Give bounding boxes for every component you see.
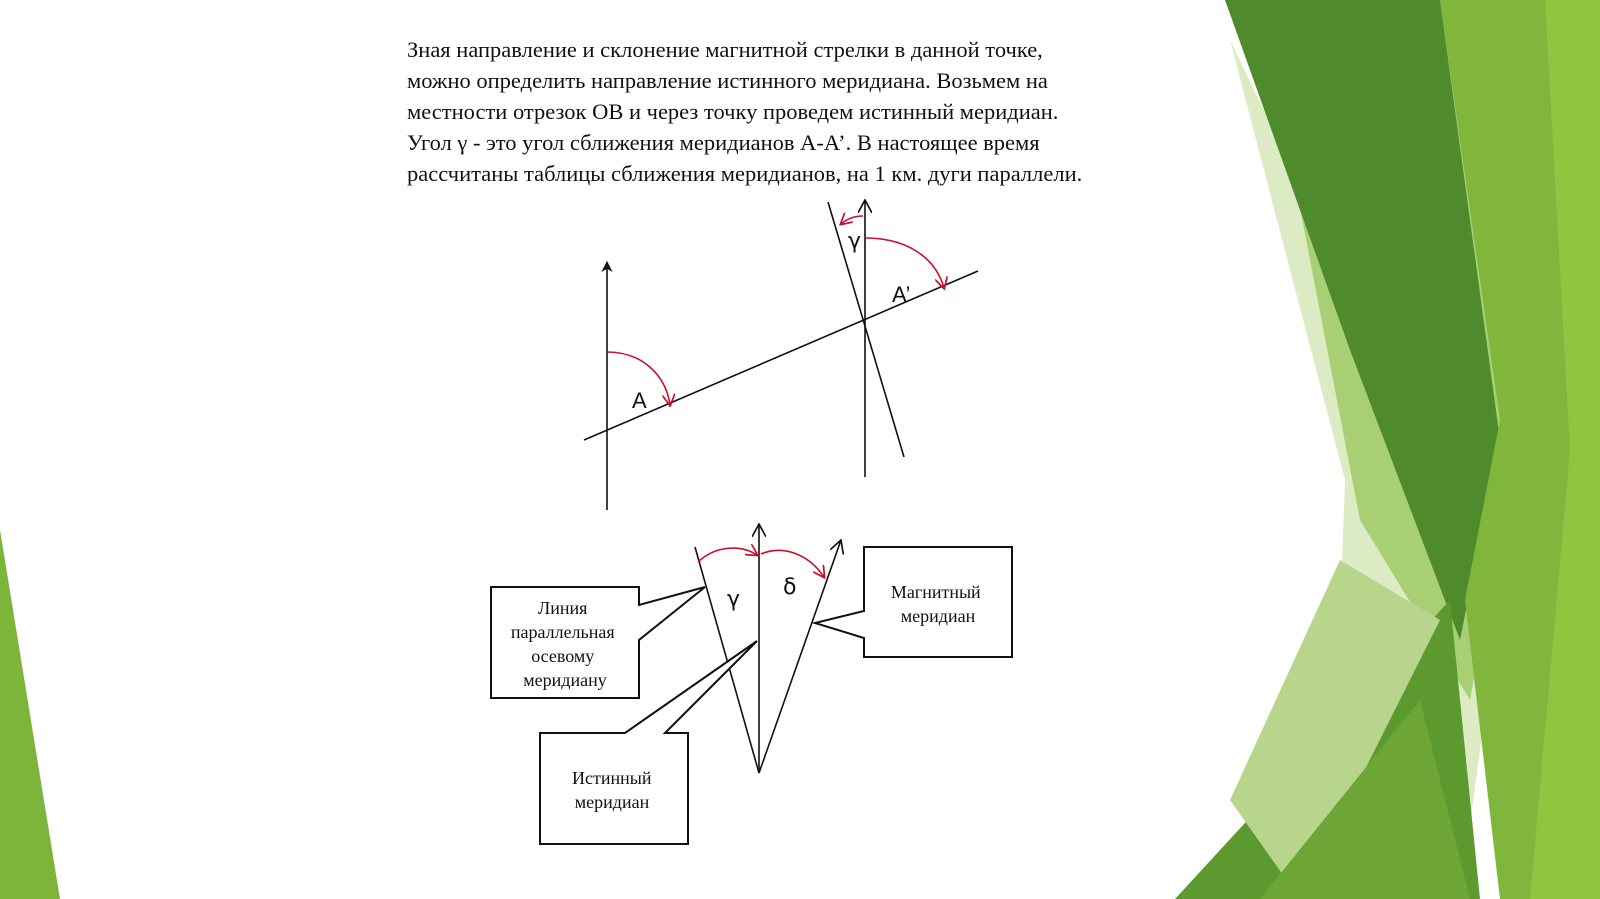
- callout-parallel-line-4: меридиану: [523, 670, 607, 690]
- bottom-diagram: [491, 524, 1012, 844]
- gamma-label-bottom: γ: [727, 587, 741, 612]
- callout-parallel-line-2: параллельная: [510, 622, 615, 642]
- convergence-arc-top: [841, 216, 863, 224]
- point-a-prime-label: А’: [892, 282, 911, 307]
- paragraph-line-2: можно определить направление истинного меридиана. Возьмем на: [407, 68, 1048, 93]
- callout-true-line-2: меридиан: [574, 792, 650, 812]
- segment-ob-line: [584, 271, 978, 440]
- paragraph-line-1: Зная направление и склонение магнитной стрелки в данной точке,: [407, 37, 1043, 62]
- callout-magnetic-line-1: Магнитный: [890, 582, 981, 602]
- slanted-meridian-line: [828, 202, 904, 457]
- callout-parallel-line-1: Линия: [538, 598, 588, 618]
- delta-arc-bottom: [761, 550, 824, 577]
- callout-magnetic-meridian: [815, 547, 1012, 657]
- callout-true-line-1: Истинный: [572, 768, 652, 788]
- callout-magnetic-line-2: меридиан: [900, 606, 976, 626]
- point-a-label: А: [632, 388, 647, 413]
- paragraph-line-3: местности отрезок ОВ и через точку проведем истинный меридиан.: [407, 99, 1059, 124]
- top-diagram: [584, 200, 978, 510]
- callout-parallel-line: [491, 587, 705, 698]
- paragraph-line-4: Угол γ - это угол сближения меридианов А-А’. В настоящее время: [407, 130, 1040, 155]
- parallel-line: [695, 547, 759, 773]
- delta-label-bottom: δ: [783, 575, 797, 600]
- callout-parallel-line-3: осевому: [531, 646, 595, 666]
- gamma-label-top: γ: [848, 229, 862, 254]
- paragraph-line-5: рассчитаны таблицы сближения меридианов, на 1 км. дуги параллели.: [407, 161, 1083, 186]
- azimuth-arc-a-prime: [865, 238, 944, 288]
- magnetic-meridian-line: [759, 540, 841, 773]
- gamma-arc-bottom: [698, 548, 757, 562]
